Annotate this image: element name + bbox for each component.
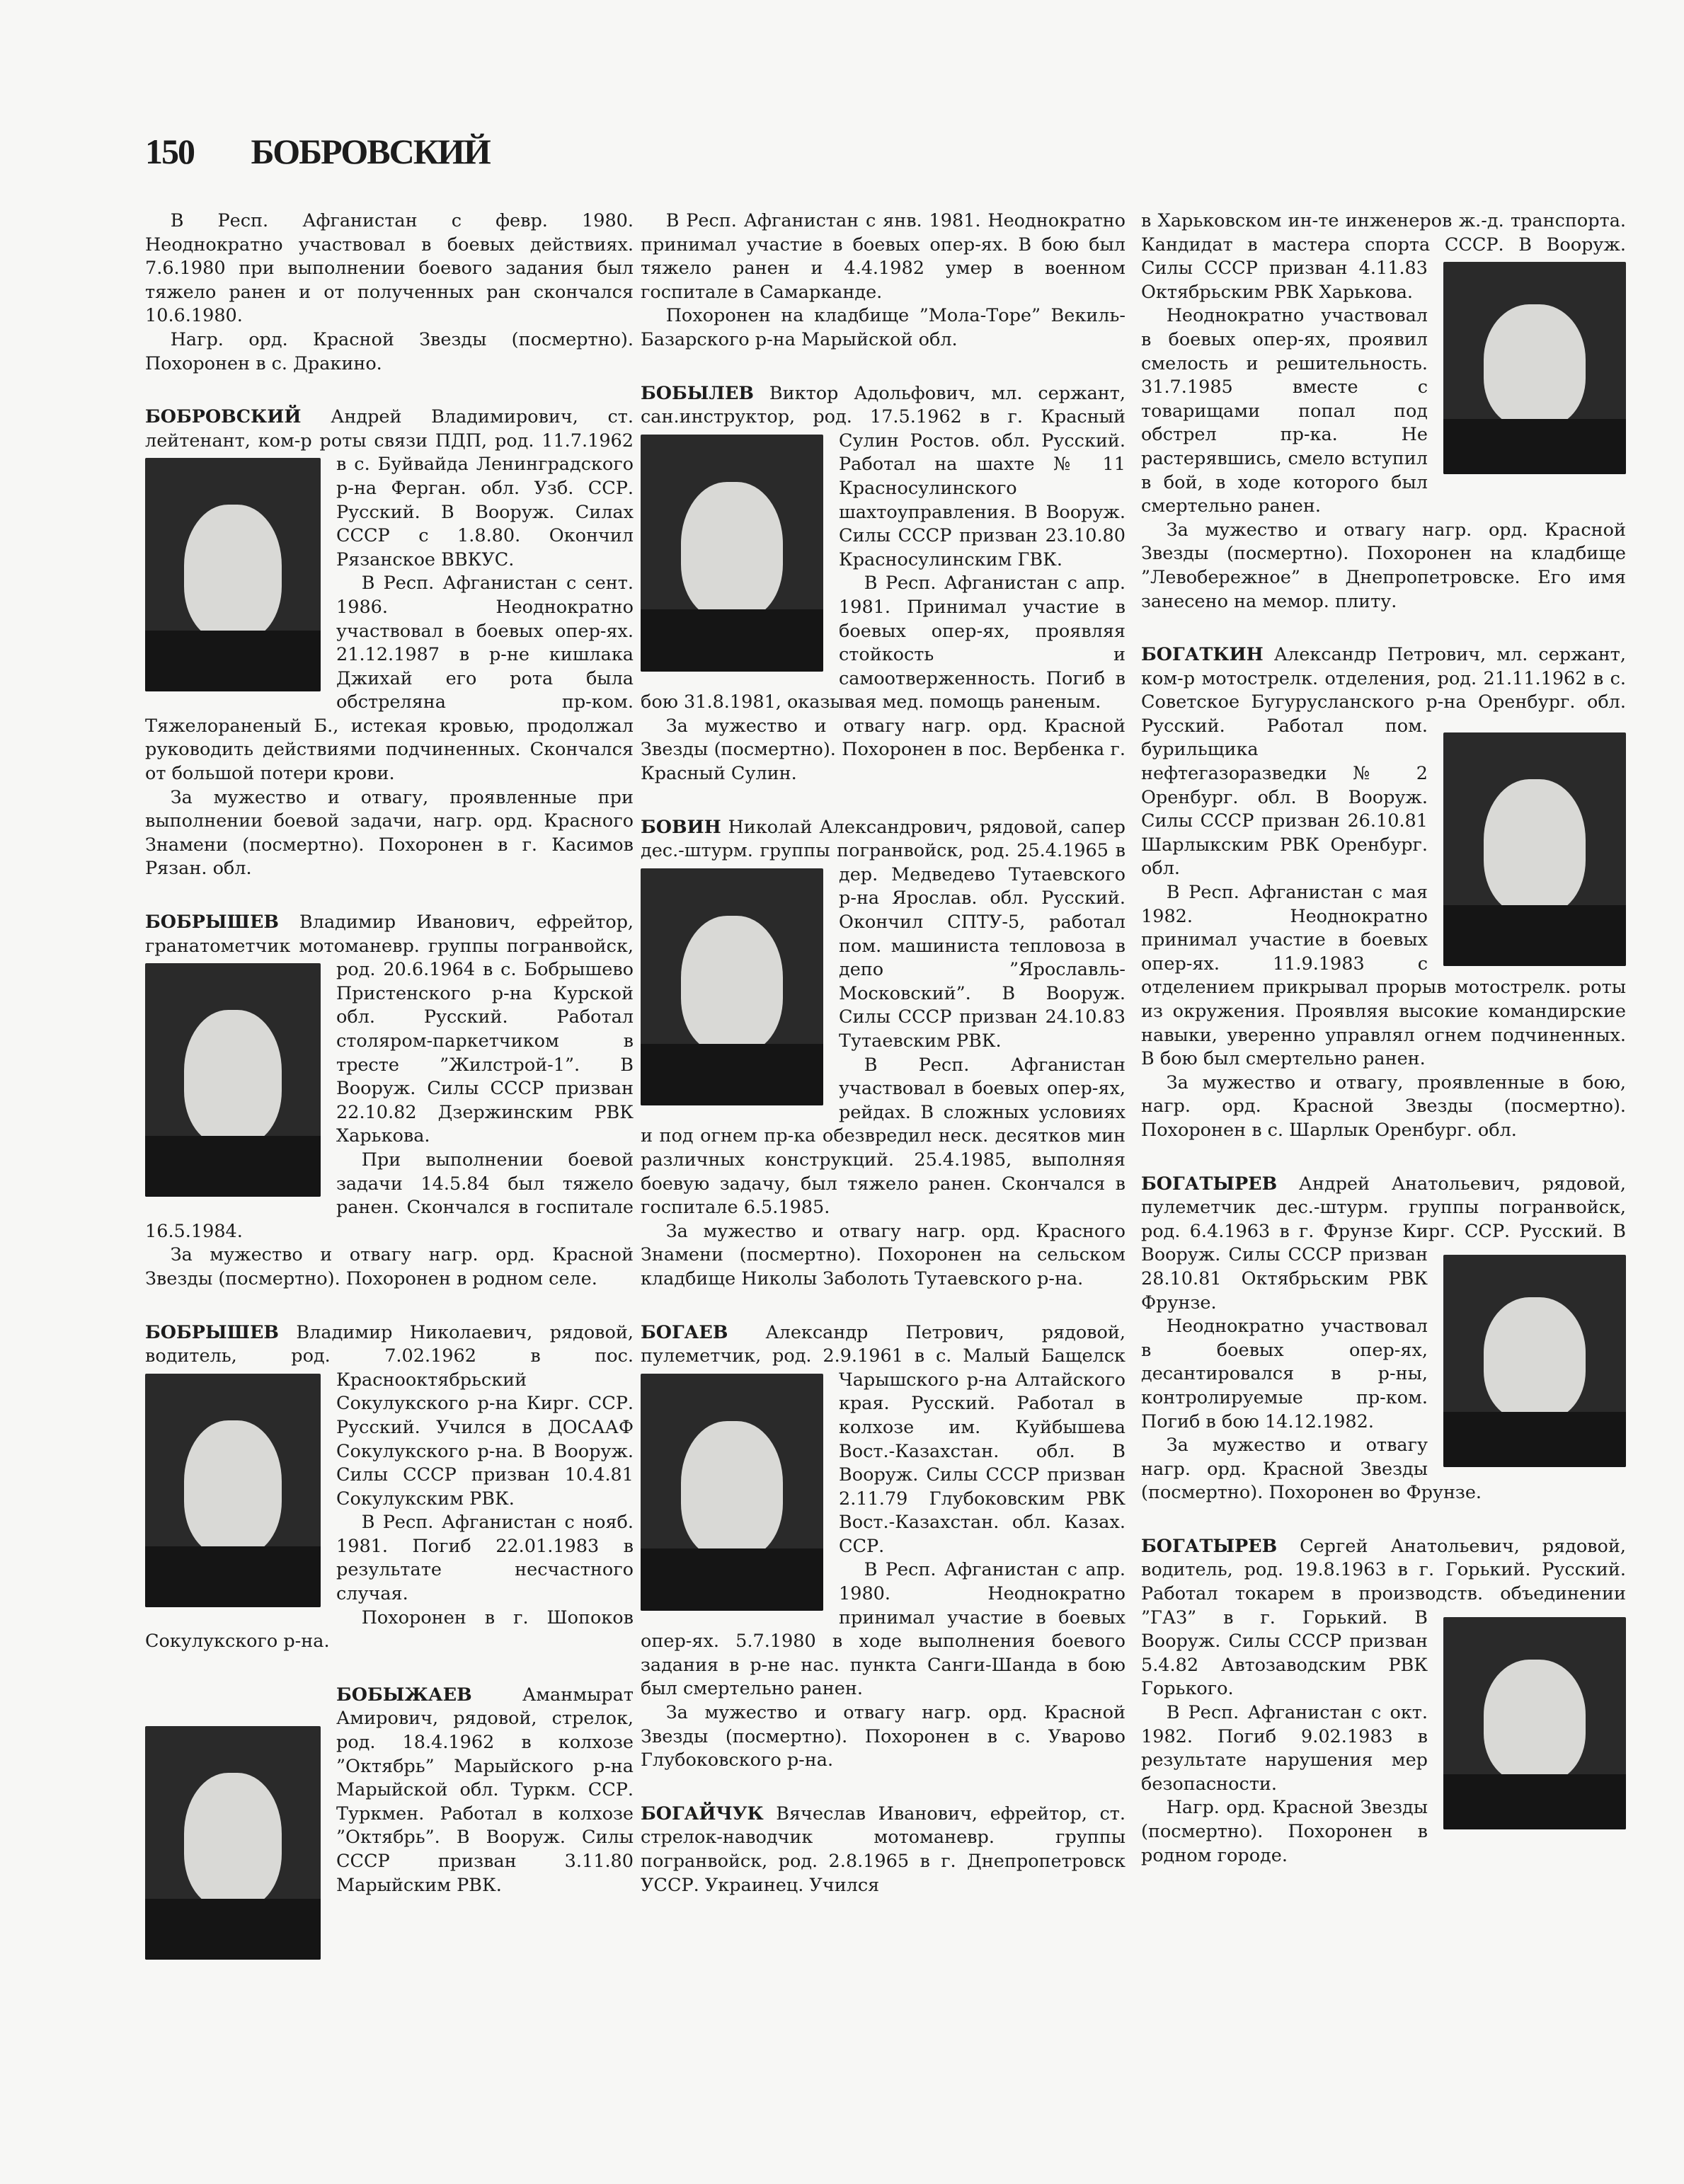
entry-text: Владимир Иванович, ефрейтор, гранатометчик мотоманевр. группы погранвойск, род. 20.6.1964 в с. Бобрышево Пристенского р-на Курской обл. Русский. Работал столяром-паркетчиком в тресте ”Жилстрой-1”. В Вооруж. Силы СССР призван 22.10.82 Дзержинским РВК Харькова. xyxy=(145,912,634,1147)
entry-text: Аманмырат Амирович, рядовой, стрелок, род. 18.4.1962 в колхозе ”Октябрь” Марыйского р-на Марыйской обл. Туркм. ССР. Туркмен. Работал в колхозе ”Октябрь”. В Вооруж. Силы СССР призван 3.11.80 Марыйским РВК. xyxy=(336,1684,634,1896)
paragraph: За мужество и отвагу нагр. орд. Красной Звезды (посмертно). Похоронен в родном селе. xyxy=(145,1244,634,1289)
paragraph: Неоднократно участвовал в боевых опер-ях, десантировался в р-ны, контролируемые пр-ком. Погиб в бою 14.12.1982. xyxy=(1141,1316,1428,1432)
paragraph xyxy=(641,1803,1125,1897)
entry-surname: БОБЫЖАЕВ xyxy=(336,1684,472,1706)
entry-text: Вячеслав Иванович, ефрейтор, ст. стрелок-наводчик мотоманевр. группы погранвойск, род. 2.8.1965 в г. Днепропетровск УССР. Украинец. Учился xyxy=(641,1803,1125,1896)
paragraph: Нагр. орд. Красной Звезды (посмертно). Похоронен в родном городе. xyxy=(1141,1797,1428,1866)
paragraph: За мужество и отвагу нагр. орд. Красной Звезды (посмертно). Похоронен в с. Уварово Глубоковского р-на. xyxy=(641,1702,1125,1771)
paragraph: Похоронен на кладбище ”Мола-Торе” Векиль-Базарского р-на Марыйской обл. xyxy=(641,305,1125,350)
entry-surname: БОГАТЫРЕВ xyxy=(1141,1535,1278,1557)
paragraph: В Респ. Афганистан с апр. 1980. Неоднократно принимал участие в боевых опер-ях. 5.7.1980 в ходе выполнения боевого задания в р-не нас. пункта Санги-Шанда в бою был смертельно ранен. xyxy=(641,1559,1125,1700)
entry-bobryshev-1 xyxy=(145,911,634,1292)
portrait-photo xyxy=(145,458,321,691)
portrait-photo xyxy=(1443,262,1626,474)
entry-bobryshev-2 xyxy=(145,1321,634,1654)
portrait-photo xyxy=(145,963,321,1197)
portrait-photo xyxy=(641,1374,823,1611)
portrait-photo xyxy=(145,1726,321,1960)
entry-bobyzhaev xyxy=(145,1684,634,1897)
paragraph: В Респ. Афганистан с мая 1982. Неоднократно принимал участие в боевых опер-ях. 11.9.1983 с отделением прикрывал прорыв мотострелк. роты из окружения. Проявляя высокие командирские навыки, уверенно управлял огнем подчиненных. В бою был смертельно ранен. xyxy=(1141,882,1626,1070)
entry-bogatyrev-2 xyxy=(1141,1535,1626,1868)
entry-text: Николай Александрович, рядовой, сапер дес.-штурм. группы погранвойск, род. 25.4.1965 в дер. Медведево Тутаевского р-на Ярослав. обл. Русский. Окончил СПТУ-5, работал пом. машиниста тепловоза в депо ”Ярославль-Московский”. В Вооруж. Силы СССР призван 24.10.83 Тутаевским РВК. xyxy=(641,816,1125,1052)
entry-continued xyxy=(1141,209,1626,614)
entry-text: Андрей Анатольевич, рядовой, пулеметчик дес.-штурм. группы погранвойск, род. 6.4.1963 в г. Фрунзе Кирг. ССР. Русский. В Вооруж. Силы СССР призван 28.10.81 Октябрьским РВК Фрунзе. xyxy=(1141,1173,1626,1314)
entry-surname: БОБРЫШЕВ xyxy=(145,912,279,933)
entry-bogaichuk xyxy=(641,1803,1125,1897)
entry-bogatyrev-1 xyxy=(1141,1173,1626,1505)
entry-surname: БОГАЙЧУК xyxy=(641,1803,764,1824)
paragraph: За мужество и отвагу нагр. орд. Красной Звезды (посмертно). Похоронен в пос. Вербенка г. Красный Сулин. xyxy=(641,715,1125,785)
paragraph: В Респ. Афганистан участвовал в боевых опер-ях, рейдах. В сложных условиях и под огнем пр-ка обезвредил неск. десятков мин различных конструкций. 25.4.1985, выполняя боевую задачу, был тяжело ранен. Скончался в госпитале 6.5.1985. xyxy=(641,1054,1125,1219)
paragraph: В Респ. Афганистан с янв. 1981. Неоднократно принимал участие в боевых опер-ях. В бою был тяжело ранен и 4.4.1982 умер в военном госпитале в Самарканде. xyxy=(641,210,1125,303)
paragraph: За мужество и отвагу нагр. орд. Красной Звезды (посмертно). Похоронен во Фрунзе. xyxy=(1141,1435,1482,1504)
entry-surname: БОГАТКИН xyxy=(1141,644,1264,666)
paragraph: За мужество и отвагу, проявленные при выполнении боевой задачи, нагр. орд. Красного Знамени (посмертно). Похоронен в г. Касимов Рязан. обл. xyxy=(145,786,634,880)
paragraph: Нагр. орд. Красной Звезды (посмертно). Похоронен в с. Дракино. xyxy=(145,328,634,374)
page-number: 150 xyxy=(145,132,194,171)
entry-text: Виктор Адольфович, мл. сержант, сан.инструктор, род. 17.5.1962 в г. Красный Сулин Ростов. обл. Русский. Работал на шахте № 11 Красносулинского шахтоуправления. В Вооруж. Силы СССР призван 23.10.80 Красносулинским ГВК. xyxy=(641,382,1125,570)
entry-text: Андрей Владимирович, ст. лейтенант, ком-р роты связи ПДП, род. 11.7.1962 в с. Буйвайда Ленинградского р-на Ферган. обл. Узб. ССР. Русский. В Вооруж. Силах СССР с 1.8.80. Окончил Рязанское ВВКУС. xyxy=(145,406,634,570)
entry-continued xyxy=(145,209,634,376)
entry-bogaev xyxy=(641,1321,1125,1773)
paragraph: В Респ. Афганистан с окт. 1982. Погиб 9.02.1983 в результате нарушения мер безопасности. xyxy=(1141,1702,1428,1795)
entry-surname: БОВИН xyxy=(641,816,721,838)
paragraph: За мужество и отвагу нагр. орд. Красного Знамени (посмертно). Похоронен на сельском кладбище Николы Заболоть Тутаевского р-на. xyxy=(641,1220,1125,1289)
entry-surname: БОБРЫШЕВ xyxy=(145,1321,279,1343)
portrait-photo xyxy=(641,868,823,1105)
entry-continued xyxy=(641,209,1125,352)
paragraph: Похоронен в г. Шопоков Сокулукского р-на. xyxy=(145,1607,634,1653)
entry-bovin xyxy=(641,816,1125,1292)
entry-text: Александр Петрович, рядовой, пулеметчик, род. 2.9.1961 в с. Малый Бащелск Чарышского р-на Алтайского края. Русский. Работал в колхозе им. Куйбышева Вост.-Казахстан. обл. В Вооруж. Силы СССР призван 2.11.79 Глубоковским РВК Вост.-Казахстан. обл. Казах. ССР. xyxy=(641,1321,1125,1557)
entry-text: Владимир Николаевич, рядовой, водитель, род. 7.02.1962 в пос. Краснооктябрьский Сокулукского р-на Кирг. ССР. Русский. Учился в ДОСААФ Сокулукского р-на. В Вооруж. Силы СССР призван 10.4.81 Сокулукским РВК. xyxy=(145,1321,634,1510)
portrait-photo xyxy=(1443,732,1626,966)
portrait-photo xyxy=(1443,1255,1626,1467)
entry-text: Сергей Анатольевич, рядовой, водитель, род. 19.8.1963 в г. Горький. Русский. Работал токарем в производств. объединении ”ГАЗ” в г. Горький. В Вооруж. Силы СССР призван 5.4.82 Автозаводским РВК Горького. xyxy=(1141,1535,1626,1700)
paragraph: Неоднократно участвовал в боевых опер-ях, проявил смелость и решительность. 31.7.1985 вместе с товарищами попал под обстрел пр-ка. Не растерявшись, смело вступил в бой, в ходе которого был смертельно ранен. xyxy=(1141,305,1428,517)
entry-bobylev xyxy=(641,382,1125,786)
entry-text: Александр Петрович, мл. сержант, ком-р мотострелк. отделения, род. 21.11.1962 в с. Советское Бугурусланского р-на Оренбург. обл. Русский. Работал пом. бурильщика нефтегазоразведки № 2 Оренбург. обл. В Вооруж. Силы СССР призван 26.10.81 Шарлыкским РВК Оренбург. обл. xyxy=(1141,644,1626,880)
entry-surname: БОГАТЫРЕВ xyxy=(1141,1173,1278,1195)
entry-surname: БОГАЕВ xyxy=(641,1321,728,1343)
column-right xyxy=(1141,209,1626,1897)
paragraph: За мужество и отвагу, проявленные в бою, нагр. орд. Красной Звезды (посмертно). Похоронен в с. Шарлык Оренбург. обл. xyxy=(1141,1071,1626,1141)
column-middle xyxy=(641,209,1125,1927)
page-header xyxy=(145,131,490,172)
running-head: БОБРОВСКИЙ xyxy=(251,132,490,171)
paragraph: В Респ. Афганистан с сент. 1986. Неоднократно участвовал в боевых опер-ях. 21.12.1987 в р-не кишлака Джихай его рота была обстреляна пр-ком. Тяжелораненый Б., истекая кровью, продолжал руководить действиями подчиненных. Скончался от большой потери крови. xyxy=(145,573,634,785)
entry-bobrovsky xyxy=(145,406,634,881)
paragraph: При выполнении боевой задачи 14.5.84 был тяжело ранен. Скончался в госпитале 16.5.1984. xyxy=(145,1149,634,1242)
entry-surname: БОБРОВСКИЙ xyxy=(145,406,302,428)
paragraph: В Респ. Афганистан с апр. 1981. Принимал участие в боевых опер-ях, проявляя стойкость и самоотверженность. Погиб в бою 31.8.1981, оказывая мед. помощь раненым. xyxy=(641,573,1125,713)
paragraph: В Респ. Афганистан с февр. 1980. Неоднократно участвовал в боевых действиях. 7.6.1980 при выполнении боевого задания был тяжело ранен и от полученных ран скончался 10.6.1980. xyxy=(145,210,634,327)
column-left xyxy=(145,209,634,1964)
portrait-photo xyxy=(1443,1617,1626,1829)
entry-surname: БОБЫЛЕВ xyxy=(641,382,754,404)
paragraph: За мужество и отвагу нагр. орд. Красной Звезды (посмертно). Похоронен на кладбище ”Левобережное” в Днепропетровске. Его имя занесено на мемор. плиту. xyxy=(1141,519,1626,612)
entry-bogatkin xyxy=(1141,643,1626,1142)
portrait-photo xyxy=(145,1374,321,1607)
paragraph: В Респ. Афганистан с нояб. 1981. Погиб 22.01.1983 в результате несчастного случая. xyxy=(336,1512,634,1605)
portrait-photo xyxy=(641,435,823,672)
paragraph: в Харьковском ин-те инженеров ж.-д. транспорта. Кандидат в мастера спорта СССР. В Вооруж. Силы СССР призван 4.11.83 Октябрьским РВК Харькова. xyxy=(1141,210,1626,303)
